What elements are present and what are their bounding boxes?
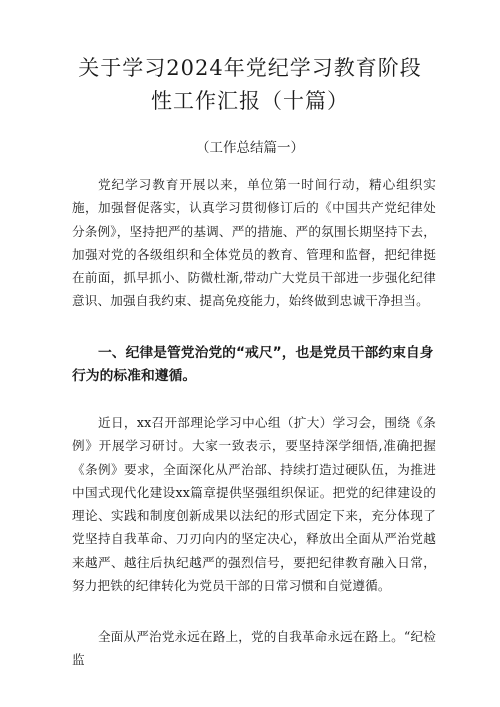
section-heading: 一、纪律是管党治党的“戒尺”，也是党员干部约束自身行为的标准和遵循。 [72,345,434,384]
body-paragraph-2: 近日，xx召开部理论学习中心组（扩大）学习会，围绕《条例》开展学习研讨。大家一致表示，要坚持深学细悟,准确把握《条例》要求，全面深化从严治部、持续打造过硬队伍，为推进中国式现代化建设xx篇章提供坚强组织保证。把党的纪律建设的理论、实践和制度创新成果以法纪的形式固定下来，充分体现了党坚持自我革命、刀刃向内的坚定决心，释放出全面从严治党越来越严、越往后执纪越严的强烈信号，要把纪律教育融入日常，努力把铁的纪律转化为党员干部的日常习惯和自觉遵循。 [72,415,436,594]
document-subtitle: （工作总结篇一） [196,140,304,156]
document-title: 关于学习2024年党纪学习教育阶段性工作汇报（十篇） [78,56,422,113]
body-paragraph-3: 全面从严治党永远在路上，党的自我革命永远在路上。“纪检监 [72,629,436,668]
body-paragraph-1: 党纪学习教育开展以来，单位第一时间行动，精心组织实施，加强督促落实，认真学习贯彻修订后的《中国共产党纪律处分条例》，坚持把严的基调、严的措施、严的氛围长期坚持下去，加强对党的各级组织和全体党员的教育、管理和监督，把纪律挺在前面，抓早抓小、防微杜渐,带动广大党员干部进一步强化纪律意识、加强自我约束、提高免疫能力，始终做到忠诚干净担当。 [72,177,436,309]
